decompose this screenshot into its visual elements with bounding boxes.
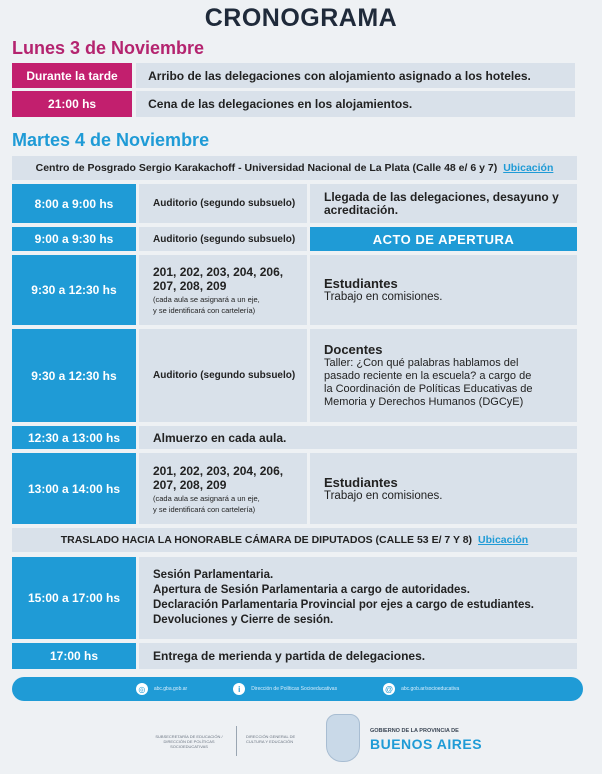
globe-icon: ◎ (136, 683, 148, 695)
page-title: CRONOGRAMA (204, 4, 398, 32)
rooms-cell (139, 255, 307, 325)
time-cell: 12:30 a 13:00 hs (12, 426, 136, 449)
schedule-row (12, 643, 577, 669)
footer-logos (0, 708, 602, 768)
activity-cell (310, 453, 577, 524)
session-line: Declaración Parlamentaria Provincial por ejes a cargo de estudiantes. (153, 599, 534, 611)
schedule-row (12, 227, 577, 251)
transfer-location-link[interactable]: Ubicación (478, 534, 529, 546)
rooms-note: y se identificará con cartelería) (153, 306, 256, 315)
opening-act-cell: ACTO DE APERTURA (310, 227, 577, 251)
schedule-row (12, 426, 577, 449)
schedule-row (12, 184, 577, 223)
rooms-cell (139, 453, 307, 524)
rooms-line: 207, 208, 209 (153, 279, 227, 293)
rooms-line: 201, 202, 203, 204, 206, (153, 463, 284, 478)
activity-cell (310, 184, 577, 223)
activity-cell (310, 255, 577, 325)
description-cell: Entrega de merienda y partida de delegaciones. (139, 643, 577, 669)
time-cell: Durante la tarde (12, 63, 132, 88)
footer-contact-text: abc.gba.gob.ar (153, 686, 188, 692)
info-icon: i (233, 683, 245, 695)
time-cell: 8:00 a 9:00 hs (12, 184, 136, 223)
session-line: Devoluciones y Cierre de sesión. (153, 614, 334, 626)
description-cell: Cena de las delegaciones en los alojamientos. (136, 91, 575, 117)
footer-contact-bar (12, 677, 583, 701)
transfer-band (12, 528, 577, 552)
transfer-text: TRASLADO HACIA LA HONORABLE CÁMARA DE DIPUTADOS (CALLE 53 E/ 7 Y 8) (60, 534, 473, 546)
time-cell: 21:00 hs (12, 91, 132, 117)
footer-contact-item[interactable] (383, 683, 459, 695)
rooms-note: (cada aula se asignará a un eje, (153, 493, 260, 503)
rooms-line: 207, 208, 209 (153, 477, 227, 492)
venue-text: Centro de Posgrado Sergio Karakachoff - Universidad Nacional de La Plata (Calle 48 e/ 6 y 7) (35, 162, 498, 174)
description-cell: Arribo de las delegaciones con alojamiento asignado a los hoteles. (136, 63, 575, 88)
activity-text: Taller: ¿Con qué palabras hablamos del (324, 357, 519, 369)
schedule-row (12, 63, 575, 88)
place-cell: Auditorio (segundo subsuelo) (139, 184, 307, 223)
rooms-note: (cada aula se asignará a un eje, (153, 295, 260, 304)
government-label: GOBIERNO DE LA PROVINCIA DE (370, 728, 459, 734)
tuesday-heading: Martes 4 de Noviembre (12, 130, 210, 150)
session-line: Sesión Parlamentaria. (153, 569, 274, 581)
activity-heading: Estudiantes (324, 474, 398, 490)
monday-heading: Lunes 3 de Noviembre (12, 38, 205, 58)
schedule-row (12, 453, 577, 524)
session-line: Apertura de Sesión Parlamentaria a cargo de autoridades. (153, 584, 470, 596)
time-cell: 9:30 a 12:30 hs (12, 255, 136, 325)
footer-divider (236, 726, 237, 756)
rooms-note: y se identificará con cartelería) (153, 504, 256, 514)
mail-icon: @ (383, 683, 395, 695)
time-cell: 13:00 a 14:00 hs (12, 453, 136, 524)
schedule-row (12, 255, 577, 325)
activity-text: Trabajo en comisiones. (324, 489, 443, 502)
activity-text: Memoria y Derechos Humanos (DGCyE) (324, 396, 524, 408)
footer-contact-text: abc.gob.ar/socioeducativa (401, 686, 460, 692)
time-cell: 9:30 a 12:30 hs (12, 329, 136, 422)
activity-text: pasado reciente en la escuela? a cargo de (324, 370, 532, 382)
place-cell: Auditorio (segundo subsuelo) (139, 227, 307, 251)
rooms-line: 201, 202, 203, 204, 206, (153, 265, 284, 279)
schedule-row (12, 557, 577, 639)
activity-text: la Coordinación de Políticas Educativas de (324, 383, 533, 395)
schedule-row (12, 329, 577, 422)
time-cell: 15:00 a 17:00 hs (12, 557, 136, 639)
activity-heading: Docentes (324, 342, 383, 357)
footer-contact-text: Dirección de Políticas Socioeducativas (251, 686, 338, 692)
schedule-row (12, 91, 575, 117)
session-cell (139, 557, 577, 639)
description-cell: Almuerzo en cada aula. (139, 426, 577, 449)
activity-heading: Estudiantes (324, 276, 398, 291)
place-cell: Auditorio (segundo subsuelo) (139, 329, 307, 422)
venue-location-link[interactable]: Ubicación (503, 162, 554, 174)
footer-contact-item[interactable] (233, 683, 337, 695)
activity-text: Llegada de las delegaciones, desayuno y acreditación. (324, 189, 559, 217)
province-crest-icon (326, 714, 360, 762)
time-cell: 17:00 hs (12, 643, 136, 669)
province-name: BUENOS AIRES (370, 736, 483, 752)
org-logo-text: SUBSECRETARÍA DE EDUCACIÓN / DIRECCIÓN DE POLÍTICAS SOCIOEDUCATIVAS (155, 734, 223, 749)
time-cell: 9:00 a 9:30 hs (12, 227, 136, 251)
venue-band (12, 156, 577, 180)
org-logo-text: DIRECCIÓN GENERAL DE CULTURA Y EDUCACIÓN (246, 734, 296, 744)
footer-contact-item[interactable] (136, 683, 187, 695)
activity-cell (310, 329, 577, 422)
activity-text: Trabajo en comisiones. (324, 291, 443, 303)
